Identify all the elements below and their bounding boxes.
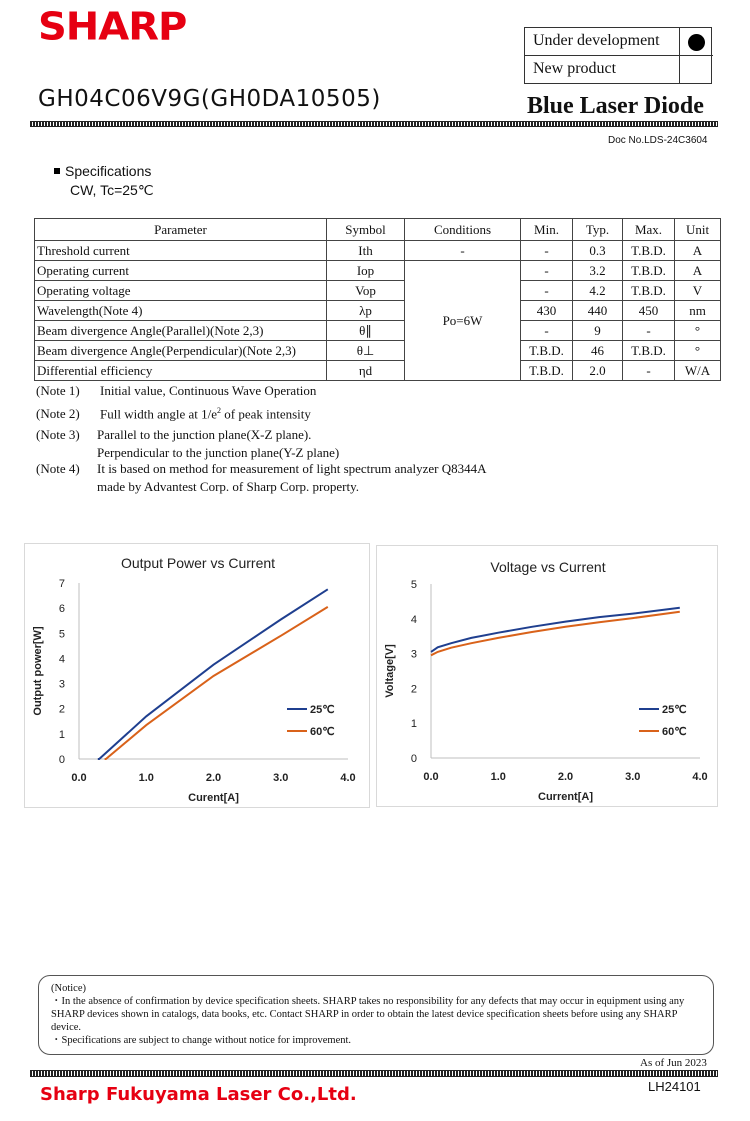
x-tick-label: 4.0 — [692, 771, 708, 783]
note-text-line2: made by Advantest Corp. of Sharp Corp. property. — [97, 479, 359, 494]
y-tick-label: 0 — [410, 753, 417, 765]
notice-line: ・In the absence of confirmation by device specification sheets. SHARP takes no responsibility for any defects that may occur in equipment using any SHARP devices shown in catalogs, data books, etc. Contact SHARP in order to obtain the latest device specification sheets before using any SHARP device. — [51, 996, 685, 1033]
cell-symbol: θ∥ — [327, 321, 405, 341]
as-of-date: As of Jun 2023 — [640, 1057, 707, 1069]
cell-conditions-shared: Po=6W — [405, 261, 521, 381]
x-tick-label: 2.0 — [205, 772, 222, 784]
y-tick-label: 2 — [58, 703, 65, 716]
note-text: Initial value, Continuous Wave Operation — [100, 383, 317, 398]
y-tick-label: 3 — [410, 648, 417, 661]
note-2 — [36, 402, 311, 423]
table-row — [35, 341, 721, 361]
cell-parameter: Threshold current — [35, 241, 327, 261]
y-tick-label: 6 — [58, 603, 65, 616]
model-number: GH04C06V9G(GH0DA10505) — [38, 86, 381, 112]
y-tick-label: 2 — [410, 683, 417, 696]
x-tick-label: 0.0 — [71, 772, 87, 784]
status-label: New product — [533, 60, 617, 77]
y-tick-label: 7 — [58, 578, 65, 590]
chart-title: Voltage vs Current — [490, 559, 606, 575]
chart-voltage — [377, 546, 719, 808]
y-axis-label: Output power[W] — [32, 626, 44, 716]
doc-id: LH24101 — [648, 1079, 701, 1094]
note-3 — [36, 426, 339, 462]
x-tick-label: 3.0 — [625, 771, 641, 783]
table-header-row — [35, 219, 721, 241]
y-tick-label: 4 — [410, 613, 417, 626]
cell-max: T.B.D. — [623, 241, 675, 261]
x-tick-label: 4.0 — [340, 772, 356, 784]
status-mark-cell — [679, 56, 712, 84]
legend-label: 60℃ — [662, 726, 687, 738]
cell-min: T.B.D. — [521, 341, 573, 361]
chart-output-power-panel — [24, 543, 370, 808]
note-number: (Note 1) — [36, 383, 80, 398]
cell-typ: 440 — [573, 301, 623, 321]
header-divider — [30, 121, 718, 127]
table-row — [35, 321, 721, 341]
cell-max: - — [623, 321, 675, 341]
column-header: Unit — [675, 219, 721, 241]
cell-parameter: Wavelength(Note 4) — [35, 301, 327, 321]
y-tick-label: 1 — [410, 718, 417, 731]
cell-unit: nm — [675, 301, 721, 321]
x-tick-label: 1.0 — [138, 772, 154, 784]
cell-unit: A — [675, 241, 721, 261]
cell-max: 450 — [623, 301, 675, 321]
cell-unit: ° — [675, 341, 721, 361]
cell-unit: V — [675, 281, 721, 301]
filled-circle-icon — [688, 34, 705, 51]
x-tick-label: 1.0 — [490, 771, 506, 783]
x-axis-label: Current[A] — [538, 791, 593, 803]
cell-unit: W/A — [675, 361, 721, 381]
cell-unit: A — [675, 261, 721, 281]
status-mark-cell — [679, 28, 712, 56]
legend-label: 60℃ — [310, 726, 335, 738]
legend-label: 25℃ — [310, 704, 335, 716]
x-tick-label: 3.0 — [273, 772, 289, 784]
cell-max: T.B.D. — [623, 261, 675, 281]
test-conditions: CW, Tc=25℃ — [70, 182, 154, 198]
company-name: Sharp Fukuyama Laser Co.,Ltd. — [40, 1084, 357, 1105]
y-tick-label: 0 — [58, 754, 65, 766]
cell-conditions: - — [405, 241, 521, 261]
cell-parameter: Beam divergence Angle(Perpendicular)(Note 2,3) — [35, 341, 327, 361]
specifications-heading-text: Specifications — [65, 163, 152, 179]
note-1 — [36, 382, 316, 400]
note-text-tail: of peak intensity — [220, 406, 311, 422]
cell-min: - — [521, 261, 573, 281]
x-tick-label: 2.0 — [557, 771, 574, 783]
column-header: Parameter — [35, 219, 327, 241]
bullet-square-icon — [54, 168, 60, 174]
note-text-line2: Perpendicular to the junction plane(Y-Z plane) — [97, 445, 340, 460]
product-type: Blue Laser Diode — [527, 93, 704, 119]
series-line-60℃ — [105, 607, 328, 759]
cell-min: - — [521, 241, 573, 261]
series-line-25℃ — [98, 589, 328, 759]
series-line-60℃ — [431, 612, 680, 656]
status-new-product — [525, 56, 713, 84]
y-tick-label: 3 — [58, 678, 65, 691]
column-header: Max. — [623, 219, 675, 241]
cell-symbol: ηd — [327, 361, 405, 381]
chart-output-power — [25, 544, 371, 809]
x-tick-label: 0.0 — [423, 771, 439, 783]
table-row — [35, 281, 721, 301]
cell-max: T.B.D. — [623, 341, 675, 361]
status-label: Under development — [533, 32, 660, 49]
y-tick-label: 1 — [58, 728, 65, 741]
spec-table — [34, 218, 721, 381]
y-tick-label: 5 — [410, 579, 417, 591]
note-number: (Note 3) — [36, 427, 80, 442]
table-row — [35, 301, 721, 321]
note-text: Full width angle at 1/e — [100, 406, 217, 422]
column-header: Min. — [521, 219, 573, 241]
table-row — [35, 261, 721, 281]
cell-symbol: λp — [327, 301, 405, 321]
note-number: (Note 2) — [36, 406, 80, 422]
y-tick-label: 5 — [58, 628, 65, 641]
status-box — [524, 27, 712, 84]
cell-min: 430 — [521, 301, 573, 321]
cell-unit: ° — [675, 321, 721, 341]
note-4 — [36, 460, 487, 496]
y-tick-label: 4 — [58, 653, 65, 666]
note-number: (Note 4) — [36, 461, 80, 476]
table-row — [35, 241, 721, 261]
y-axis-label: Voltage[V] — [384, 644, 396, 698]
cell-max: - — [623, 361, 675, 381]
cell-parameter: Differential efficiency — [35, 361, 327, 381]
chart-voltage-panel — [376, 545, 718, 807]
doc-number: Doc No.LDS-24C3604 — [608, 135, 708, 146]
specifications-heading — [54, 163, 151, 179]
legend-label: 25℃ — [662, 704, 687, 716]
notice-title: (Notice) — [51, 983, 86, 994]
cell-symbol: Ith — [327, 241, 405, 261]
note-text: It is based on method for measurement of light spectrum analyzer Q8344A — [97, 461, 487, 476]
cell-parameter: Operating voltage — [35, 281, 327, 301]
cell-min: - — [521, 321, 573, 341]
column-header: Conditions — [405, 219, 521, 241]
cell-typ: 0.3 — [573, 241, 623, 261]
notice-line: ・Specifications are subject to change without notice for improvement. — [51, 1035, 352, 1046]
cell-max: T.B.D. — [623, 281, 675, 301]
cell-typ: 3.2 — [573, 261, 623, 281]
footer-divider — [30, 1070, 718, 1077]
sharp-logo: SHARP — [38, 5, 187, 49]
cell-min: T.B.D. — [521, 361, 573, 381]
cell-typ: 9 — [573, 321, 623, 341]
note-text: Parallel to the junction plane(X-Z plane). — [97, 427, 312, 442]
table-row — [35, 361, 721, 381]
chart-title: Output Power vs Current — [120, 555, 276, 571]
column-header: Symbol — [327, 219, 405, 241]
cell-parameter: Beam divergence Angle(Parallel)(Note 2,3) — [35, 321, 327, 341]
cell-symbol: Vop — [327, 281, 405, 301]
x-axis-label: Curent[A] — [188, 792, 239, 804]
cell-typ: 46 — [573, 341, 623, 361]
notice-box — [38, 975, 714, 1055]
cell-typ: 4.2 — [573, 281, 623, 301]
cell-min: - — [521, 281, 573, 301]
column-header: Typ. — [573, 219, 623, 241]
note-superscript: 2 — [216, 406, 221, 415]
cell-typ: 2.0 — [573, 361, 623, 381]
cell-parameter: Operating current — [35, 261, 327, 281]
series-line-25℃ — [431, 608, 680, 652]
status-under-development — [525, 28, 713, 56]
cell-symbol: θ⊥ — [327, 341, 405, 361]
cell-symbol: Iop — [327, 261, 405, 281]
